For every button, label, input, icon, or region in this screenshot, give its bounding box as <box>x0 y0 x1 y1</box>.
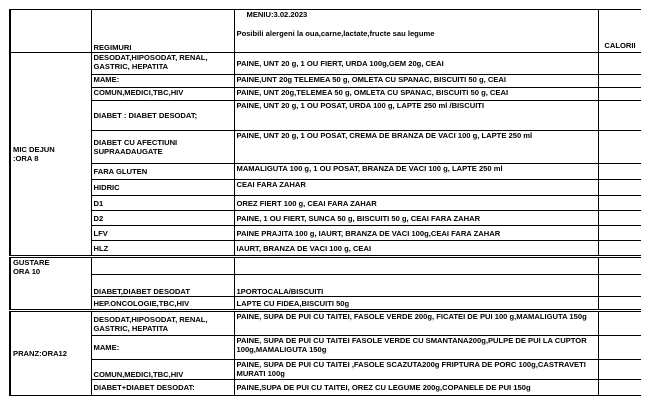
meniu-cell: MAMALIGUTA 100 g, 1 OU POSAT, BRANZA DE VACI 100 g, LAPTE 250 ml <box>234 164 598 180</box>
meniu-cell: PAINE, 1 OU FIERT, SUNCA 50 g, BISCUITI 50 g, CEAI FARA ZAHAR <box>234 211 598 226</box>
header-row <box>10 10 641 53</box>
regim-cell <box>91 257 234 275</box>
table-row <box>10 75 641 88</box>
meniu-cell: LAPTE CU FIDEA,BISCUITI 50g <box>234 297 598 311</box>
menu-header-cell <box>234 10 598 53</box>
meniu-cell: PAINE, UNT 20 g, 1 OU FIERT, URDA 100g,GEM 20g, CEAI <box>234 53 598 75</box>
meal-lunch-label: PRANZ:ORA12 <box>13 349 68 358</box>
table-row <box>10 257 641 275</box>
table-row <box>10 241 641 257</box>
meniu-cell: PAINE, SUPA DE PUI CU TAITEI, FASOLE VERDE 200g, FICATEI DE PUI 100 g,MAMALIGUTA 150g <box>234 311 598 336</box>
regim-cell: D1 <box>91 196 234 211</box>
table-row <box>10 380 641 396</box>
calorii-cell <box>598 101 641 131</box>
table-row <box>10 336 641 360</box>
menu-sheet <box>9 9 641 409</box>
calorii-cell <box>598 211 641 226</box>
regim-cell: DIABET+DIABET DESODAT: <box>91 380 234 396</box>
regim-cell: COMUN,MEDICI,TBC,HIV <box>91 360 234 380</box>
calorii-cell <box>598 196 641 211</box>
table-row <box>10 297 641 311</box>
calorii-cell <box>598 75 641 88</box>
calorii-cell <box>598 336 641 360</box>
meal-breakfast-time: :ORA 8 <box>13 154 39 163</box>
regim-cell: DIABET : DIABET DESODAT; <box>91 101 234 131</box>
calorii-cell <box>598 311 641 336</box>
meal-breakfast-label: MIC DEJUN <box>13 145 55 154</box>
regim-cell: COMUN,MEDICI,TBC,HIV <box>91 88 234 101</box>
meal-snack-cell <box>10 257 91 311</box>
calorii-header <box>598 10 641 53</box>
regim-cell: HEP.ONCOLOGIE,TBC,HIV <box>91 297 234 311</box>
allergens-note: Posibili alergeni la oua,carne,lactate,fructe sau legume <box>236 29 435 38</box>
regim-cell: MAME: <box>91 75 234 88</box>
calorii-cell <box>598 360 641 380</box>
meniu-cell: PAINE, UNT 20 g, 1 OU POSAT, URDA 100 g, LAPTE 250 ml /BISCUITI <box>234 101 598 131</box>
calorii-cell <box>598 180 641 196</box>
meal-lunch-cell <box>10 311 91 396</box>
meniu-cell: CEAI FARA ZAHAR <box>234 180 598 196</box>
calorii-cell <box>598 88 641 101</box>
table-row <box>10 88 641 101</box>
meniu-cell <box>234 257 598 275</box>
regimuri-label: REGIMURI <box>93 43 132 52</box>
regim-cell: DESODAT,HIPOSODAT, RENAL, GASTRIC, HEPATITA <box>91 311 234 336</box>
meal-snack-time: ORA 10 <box>13 267 41 276</box>
meniu-cell: PAINE, SUPA DE PUI CU TAITEI FASOLE VERDE CU SMANTANA200g,PULPE DE PUI LA CUPTOR 100g,MAMALIGUTA 150g <box>234 336 598 360</box>
table-row <box>10 180 641 196</box>
table-row <box>10 226 641 241</box>
regim-cell: DIABET,DIABET DESODAT <box>91 275 234 297</box>
table-row <box>10 131 641 164</box>
table-row <box>10 196 641 211</box>
regim-cell: HIDRIC <box>91 180 234 196</box>
regim-cell: MAME: <box>91 336 234 360</box>
regim-cell: DESODAT,HIPOSODAT, RENAL, GASTRIC, HEPATITA <box>91 53 234 75</box>
table-row <box>10 101 641 131</box>
calorii-cell <box>598 226 641 241</box>
calorii-cell <box>598 131 641 164</box>
calorii-cell <box>598 53 641 75</box>
menu-date: MENIU:3.02.2023 <box>246 10 308 19</box>
meniu-cell: PAINE,SUPA DE PUI CU TAITEI, OREZ CU LEGUME 200g,COPANELE DE PUI 150g <box>234 380 598 396</box>
table-row <box>10 275 641 297</box>
meniu-cell: PAINE, SUPA DE PUI CU TAITEI ,FASOLE SCAZUTA200g FRIPTURA DE PORC 100g,CASTRAVETI MURATI 100g <box>234 360 598 380</box>
regim-cell: FARA GLUTEN <box>91 164 234 180</box>
regim-cell: D2 <box>91 211 234 226</box>
calorii-cell <box>598 257 641 275</box>
calorii-cell <box>598 164 641 180</box>
calorii-cell <box>598 380 641 396</box>
meniu-cell: 1PORTOCALA/BISCUITI <box>234 275 598 297</box>
meniu-cell: PAINE PRAJITA 100 g, IAURT, BRANZA DE VACI 100g,CEAI FARA ZAHAR <box>234 226 598 241</box>
calorii-cell <box>598 275 641 297</box>
header-meal-cell <box>10 10 91 53</box>
meal-breakfast-cell <box>10 53 91 257</box>
calorii-label: CALORII <box>604 41 636 50</box>
table-row <box>10 164 641 180</box>
regim-cell: LFV <box>91 226 234 241</box>
table-row <box>10 211 641 226</box>
meal-snack-label: GUSTARE <box>13 258 50 267</box>
regim-cell: HLZ <box>91 241 234 257</box>
meniu-cell: PAINE, UNT 20 g, 1 OU POSAT, CREMA DE BRANZA DE VACI 100 g, LAPTE 250 ml <box>234 131 598 164</box>
table-row <box>10 360 641 380</box>
table-row <box>10 53 641 75</box>
meniu-cell: OREZ FIERT 100 g, CEAI FARA ZAHAR <box>234 196 598 211</box>
calorii-cell <box>598 241 641 257</box>
meniu-cell: PAINE, UNT 20g,TELEMEA 50 g, OMLETA CU SPANAC, BISCUITI 50 g, CEAI <box>234 88 598 101</box>
regim-cell: DIABET CU AFECTIUNI SUPRAADAUGATE <box>91 131 234 164</box>
table-row <box>10 311 641 336</box>
regimuri-header <box>91 10 234 53</box>
meniu-cell: PAINE,UNT 20g TELEMEA 50 g, OMLETA CU SPANAC, BISCUITI 50 g, CEAI <box>234 75 598 88</box>
meniu-cell: IAURT, BRANZA DE VACI 100 g, CEAI <box>234 241 598 257</box>
menu-table <box>9 9 641 396</box>
calorii-cell <box>598 297 641 311</box>
